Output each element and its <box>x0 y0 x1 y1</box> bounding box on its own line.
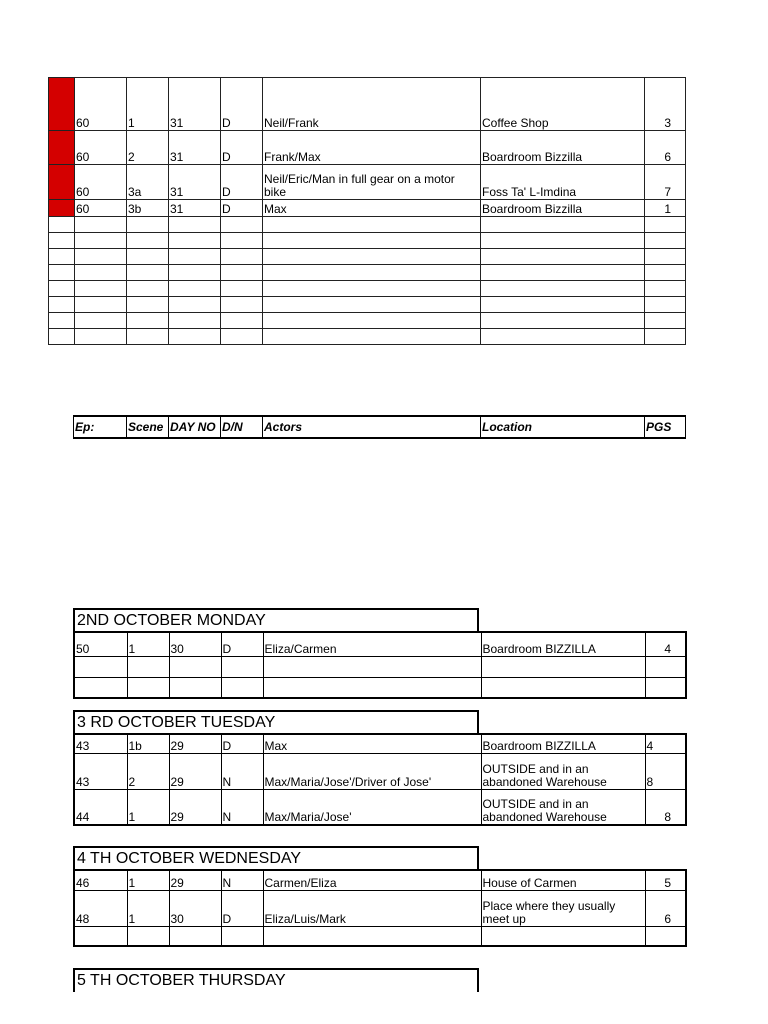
day-title: 4 TH OCTOBER WEDNESDAY <box>73 846 479 869</box>
pgs-cell: 6 <box>645 131 686 165</box>
scene-cell: 3b <box>127 200 169 217</box>
day-cell: 31 <box>169 131 221 165</box>
day-cell: 30 <box>169 632 221 656</box>
red-marker <box>49 78 75 131</box>
ep-cell: 46 <box>74 870 127 890</box>
empty-row <box>49 233 686 249</box>
dn-cell: D <box>221 78 263 131</box>
header-location: Location <box>481 416 645 438</box>
actors-cell: Frank/Max <box>263 131 481 165</box>
location-cell: Boardroom Bizzilla <box>481 131 645 165</box>
empty-row <box>49 281 686 297</box>
empty-row <box>74 677 686 698</box>
empty-row <box>49 265 686 281</box>
pgs-cell: 6 <box>645 890 686 926</box>
day-cell: 31 <box>169 165 221 200</box>
pgs-cell: 1 <box>645 200 686 217</box>
scene-cell: 1 <box>127 789 169 825</box>
day-cell: 29 <box>169 753 221 789</box>
dn-cell: D <box>221 632 263 656</box>
pgs-cell: 4 <box>645 632 686 656</box>
day-table-monday <box>73 631 687 699</box>
red-marker <box>49 200 75 217</box>
dn-cell: D <box>221 734 263 753</box>
ep-cell: 60 <box>75 131 127 165</box>
location-cell: Place where they usually meet up <box>481 890 645 926</box>
pgs-cell: 5 <box>645 870 686 890</box>
empty-row <box>49 329 686 345</box>
red-marker <box>49 131 75 165</box>
table-row <box>74 890 686 926</box>
day-title: 5 TH OCTOBER THURSDAY <box>73 968 479 992</box>
pgs-cell: 7 <box>645 165 686 200</box>
actors-cell: Max/Maria/Jose' <box>263 789 481 825</box>
table-row <box>74 753 686 789</box>
ep-cell: 44 <box>74 789 127 825</box>
header-pgs: PGS <box>645 416 686 438</box>
scene-cell: 2 <box>127 753 169 789</box>
dn-cell: N <box>221 753 263 789</box>
location-cell: House of Carmen <box>481 870 645 890</box>
dn-cell: D <box>221 890 263 926</box>
ep-cell: 60 <box>75 78 127 131</box>
day-title: 2ND OCTOBER MONDAY <box>73 608 479 631</box>
scene-cell: 2 <box>127 131 169 165</box>
day-cell: 31 <box>169 200 221 217</box>
table-row <box>74 734 686 753</box>
column-header-table <box>73 415 686 439</box>
location-cell: Coffee Shop <box>481 78 645 131</box>
actors-cell: Neil/Eric/Man in full gear on a motor bike <box>263 165 481 200</box>
dn-cell: D <box>221 165 263 200</box>
scene-cell: 1 <box>127 632 169 656</box>
dn-cell: D <box>221 200 263 217</box>
day-title: 3 RD OCTOBER TUESDAY <box>73 710 479 733</box>
actors-cell: Eliza/Luis/Mark <box>263 890 481 926</box>
table-row <box>49 200 686 217</box>
ep-cell: 60 <box>75 165 127 200</box>
empty-row <box>49 249 686 265</box>
scene-cell: 1 <box>127 78 169 131</box>
top-schedule-table <box>48 77 686 345</box>
ep-cell: 50 <box>74 632 127 656</box>
day-cell: 29 <box>169 734 221 753</box>
table-row <box>74 870 686 890</box>
actors-cell: Max/Maria/Jose'/Driver of Jose' <box>263 753 481 789</box>
scene-cell: 3a <box>127 165 169 200</box>
header-actors: Actors <box>263 416 481 438</box>
actors-cell: Max <box>263 200 481 217</box>
scene-cell: 1 <box>127 890 169 926</box>
header-ep: Ep: <box>74 416 127 438</box>
pgs-cell: 8 <box>645 753 686 789</box>
table-row <box>74 632 686 656</box>
empty-row <box>74 656 686 677</box>
pgs-cell: 3 <box>645 78 686 131</box>
ep-cell: 43 <box>74 753 127 789</box>
header-day-no: DAY NO <box>169 416 221 438</box>
day-cell: 29 <box>169 789 221 825</box>
location-cell: Boardroom BIZZILLA <box>481 632 645 656</box>
pgs-cell: 8 <box>645 789 686 825</box>
table-row <box>49 165 686 200</box>
empty-row <box>49 217 686 233</box>
empty-row <box>49 313 686 329</box>
day-table-wednesday <box>73 869 687 947</box>
scene-cell: 1 <box>127 870 169 890</box>
actors-cell: Neil/Frank <box>263 78 481 131</box>
location-cell: Boardroom Bizzilla <box>481 200 645 217</box>
table-row <box>49 78 686 131</box>
red-marker <box>49 165 75 200</box>
day-cell: 30 <box>169 890 221 926</box>
empty-row <box>74 926 686 946</box>
day-cell: 29 <box>169 870 221 890</box>
day-cell: 31 <box>169 78 221 131</box>
ep-cell: 43 <box>74 734 127 753</box>
actors-cell: Eliza/Carmen <box>263 632 481 656</box>
location-cell: Boardroom BIZZILLA <box>481 734 645 753</box>
empty-row <box>49 297 686 313</box>
table-row <box>49 131 686 165</box>
table-row <box>74 789 686 825</box>
scene-cell: 1b <box>127 734 169 753</box>
ep-cell: 48 <box>74 890 127 926</box>
dn-cell: N <box>221 789 263 825</box>
header-row <box>74 416 686 438</box>
location-cell: OUTSIDE and in an abandoned Warehouse <box>481 753 645 789</box>
header-dn: D/N <box>221 416 263 438</box>
location-cell: Foss Ta' L-Imdina <box>481 165 645 200</box>
location-cell: OUTSIDE and in an abandoned Warehouse <box>481 789 645 825</box>
dn-cell: D <box>221 131 263 165</box>
dn-cell: N <box>221 870 263 890</box>
pgs-cell: 4 <box>645 734 686 753</box>
day-table-tuesday <box>73 733 687 826</box>
actors-cell: Carmen/Eliza <box>263 870 481 890</box>
ep-cell: 60 <box>75 200 127 217</box>
header-scene: Scene <box>127 416 169 438</box>
actors-cell: Max <box>263 734 481 753</box>
